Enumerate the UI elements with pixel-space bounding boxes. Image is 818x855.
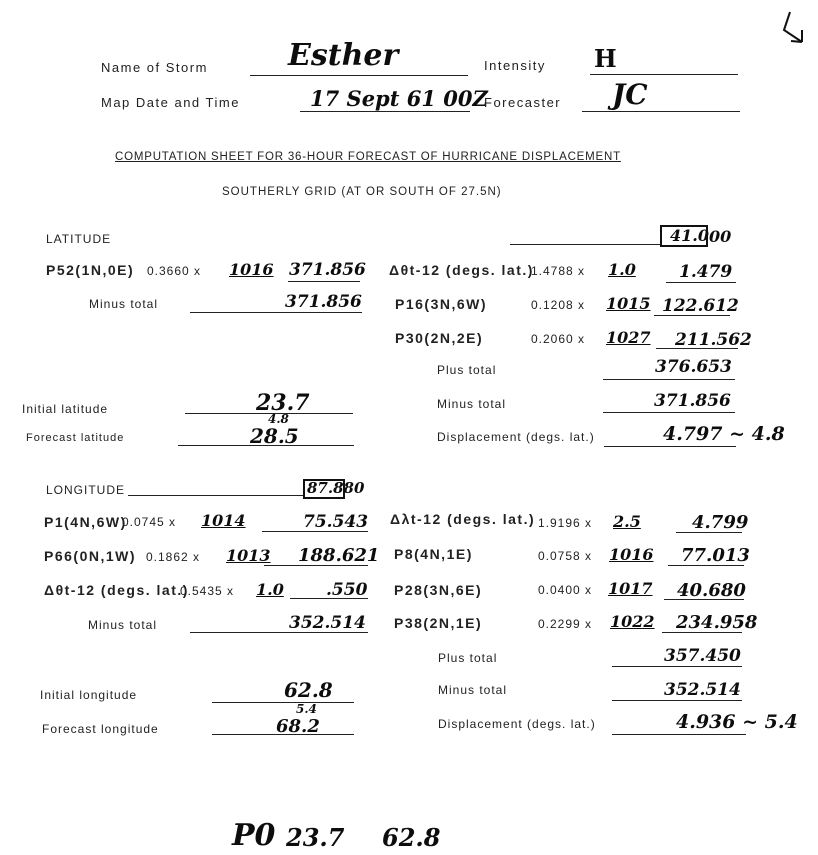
lon-left-result-0: 75.543 bbox=[303, 512, 369, 532]
footer-p0-latitude: 23.7 bbox=[286, 823, 345, 852]
sheet-subtitle: SOUTHERLY GRID (AT OR SOUTH OF 27.5N) bbox=[222, 186, 502, 198]
lon-left-term-1: P66(0N,1W) bbox=[44, 548, 137, 564]
lon-minus-total-label: Minus total bbox=[88, 618, 158, 632]
longitude-heading: LONGITUDE bbox=[46, 483, 126, 497]
lon-right-input-0: 2.5 bbox=[613, 512, 641, 531]
lon-left-input-1: 1013 bbox=[226, 546, 271, 565]
lon-right-minus-total-label: Minus total bbox=[438, 683, 508, 697]
lon-right-result-3: 234.958 bbox=[676, 612, 758, 633]
arrow-down-right-icon bbox=[778, 8, 808, 46]
lat-displacement-label: Displacement (degs. lat.) bbox=[437, 430, 595, 444]
lat-left-input: 1016 bbox=[229, 260, 274, 279]
lon-left-term-2: Δθt-12 (degs. lat.) bbox=[44, 582, 189, 598]
latitude-increment-value: 4.8 bbox=[268, 412, 289, 426]
latitude-constant: 41.0 bbox=[670, 226, 709, 245]
intensity-label: Intensity bbox=[484, 58, 546, 73]
forecast-latitude-value: 28.5 bbox=[250, 424, 299, 448]
initial-latitude-value: 23.7 bbox=[256, 390, 310, 416]
lon-left-input-0: 1014 bbox=[201, 511, 246, 530]
lon-right-input-1: 1016 bbox=[609, 545, 654, 564]
lon-right-coef-3: 0.2299 x bbox=[538, 617, 593, 631]
lat-right-minus-total-value: 371.856 bbox=[654, 391, 731, 411]
lat-right-term-1: P16(3N,6W) bbox=[395, 296, 488, 312]
initial-longitude-value: 62.8 bbox=[284, 678, 333, 702]
latitude-heading: LATITUDE bbox=[46, 232, 112, 246]
storm-name-label: Name of Storm bbox=[101, 60, 208, 75]
lon-left-coef-0: 0.0745 x bbox=[122, 515, 177, 529]
lat-right-term-2: P30(2N,2E) bbox=[395, 330, 484, 346]
lat-right-coef-1: 0.1208 x bbox=[531, 298, 586, 312]
longitude-constant: 87.880 bbox=[307, 479, 365, 497]
lat-right-result-0: 1.479 bbox=[679, 262, 733, 282]
lat-right-input-2: 1027 bbox=[606, 328, 651, 347]
lon-displacement-label: Displacement (degs. lat.) bbox=[438, 717, 596, 731]
initial-longitude-label: Initial longitude bbox=[40, 688, 138, 702]
lat-plus-total-value: 376.653 bbox=[655, 357, 732, 377]
latitude-constant-extra: 00 bbox=[709, 227, 732, 246]
lon-right-result-0: 4.799 bbox=[692, 512, 749, 533]
lon-left-term-0: P1(4N,6W) bbox=[44, 514, 127, 530]
lon-right-result-1: 77.013 bbox=[681, 545, 750, 566]
lat-plus-total-label: Plus total bbox=[437, 363, 497, 377]
lon-right-term-1: P8(4N,1E) bbox=[394, 546, 473, 562]
lon-right-result-2: 40.680 bbox=[677, 580, 746, 601]
forecast-longitude-label: Forecast longitude bbox=[42, 722, 159, 736]
longitude-increment-value: 5.4 bbox=[296, 702, 317, 716]
lon-left-coef-1: 0.1862 x bbox=[146, 550, 201, 564]
map-date-label: Map Date and Time bbox=[101, 95, 240, 110]
lon-right-term-2: P28(3N,6E) bbox=[394, 582, 483, 598]
lat-right-coef-0: 1.4788 x bbox=[531, 264, 586, 278]
lat-right-input-0: 1.0 bbox=[608, 260, 636, 279]
footer-p0-label: P0 bbox=[232, 818, 276, 853]
lon-left-input-2: 1.0 bbox=[256, 580, 284, 599]
lon-left-result-2: .550 bbox=[326, 580, 368, 600]
intensity-value: H bbox=[594, 44, 617, 73]
lon-minus-total-value: 352.514 bbox=[289, 613, 366, 633]
map-date-value: 17 Sept 61 00Z bbox=[310, 86, 488, 111]
forecast-latitude-label: Forecast latitude bbox=[26, 432, 125, 444]
lon-right-coef-1: 0.0758 x bbox=[538, 549, 593, 563]
lat-right-minus-total-label: Minus total bbox=[437, 397, 507, 411]
lon-right-term-3: P38(2N,1E) bbox=[394, 615, 483, 631]
lon-plus-total-value: 357.450 bbox=[664, 646, 741, 666]
forecaster-label: Forecaster bbox=[484, 95, 562, 110]
lat-minus-total-label: Minus total bbox=[89, 297, 159, 311]
storm-name-value: Esther bbox=[288, 38, 399, 73]
lon-right-minus-total-value: 352.514 bbox=[664, 680, 741, 700]
initial-latitude-label: Initial latitude bbox=[22, 402, 109, 416]
lat-left-coef: 0.3660 x bbox=[147, 264, 202, 278]
lat-right-input-1: 1015 bbox=[606, 294, 651, 313]
lat-left-row: P52(1N,0E) bbox=[46, 262, 135, 278]
lat-right-result-2: 211.562 bbox=[675, 330, 752, 350]
lon-right-term-0: Δλt-12 (degs. lat.) bbox=[390, 511, 536, 527]
lon-left-result-1: 188.621 bbox=[298, 545, 380, 566]
sheet-title: COMPUTATION SHEET FOR 36-HOUR FORECAST OF HURRICANE DISPLACEMENT bbox=[115, 151, 621, 163]
footer-p0-longitude: 62.8 bbox=[382, 823, 441, 852]
lon-displacement-value: 4.936 ~ 5.4 bbox=[676, 711, 798, 733]
lat-displacement-value: 4.797 ~ 4.8 bbox=[663, 423, 785, 445]
lon-plus-total-label: Plus total bbox=[438, 651, 498, 665]
forecast-longitude-value: 68.2 bbox=[276, 716, 320, 737]
forecaster-value: JC bbox=[612, 78, 648, 111]
lon-right-coef-2: 0.0400 x bbox=[538, 583, 593, 597]
lat-minus-total-value: 371.856 bbox=[285, 292, 362, 312]
lon-right-input-3: 1022 bbox=[610, 612, 655, 631]
lat-right-coef-2: 0.2060 x bbox=[531, 332, 586, 346]
lon-right-coef-0: 1.9196 x bbox=[538, 516, 593, 530]
lon-left-coef-2: 0.5435 x bbox=[180, 584, 235, 598]
lat-right-term-0: Δθt-12 (degs. lat.) bbox=[389, 262, 534, 278]
lon-right-input-2: 1017 bbox=[608, 579, 653, 598]
lat-right-result-1: 122.612 bbox=[662, 296, 739, 316]
lat-left-result: 371.856 bbox=[289, 260, 366, 280]
